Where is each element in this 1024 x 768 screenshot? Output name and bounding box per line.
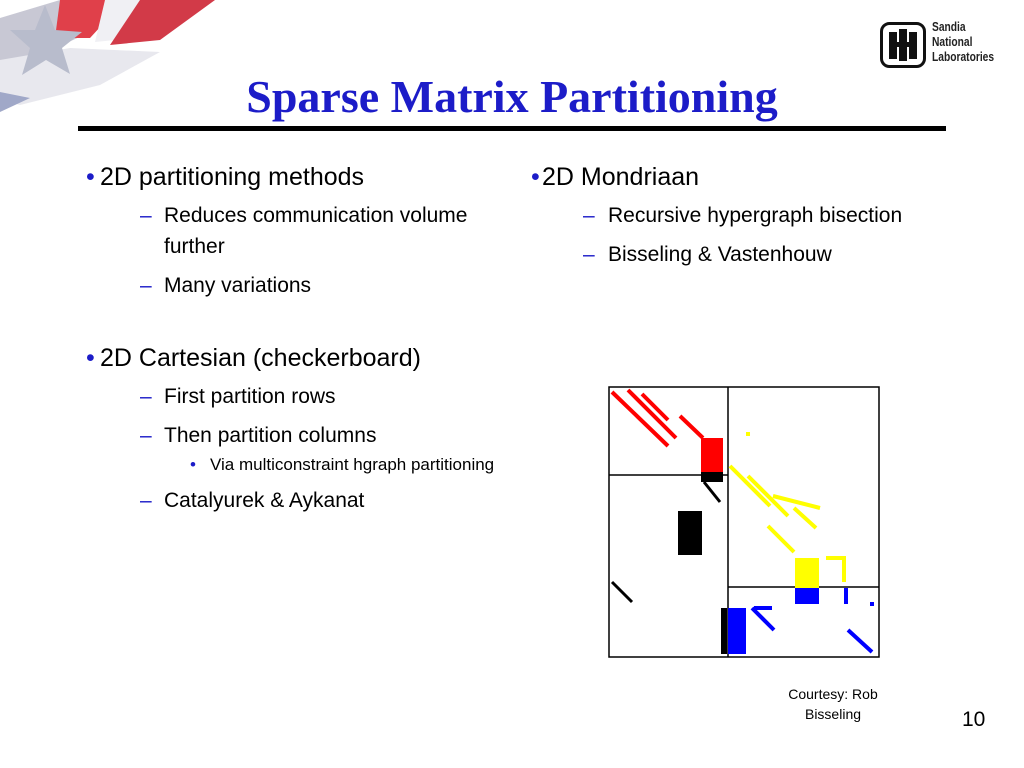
sandia-logo: [880, 18, 1010, 72]
subitem-then-partition-columns: [86, 420, 516, 451]
bullet-dot: •: [86, 163, 95, 191]
bullet-dot: •: [190, 455, 196, 474]
bullet-text: 2D Mondriaan: [542, 163, 700, 191]
bullet-dot: •: [86, 344, 95, 372]
subitem-text: Many variations: [164, 274, 312, 297]
bullet-dot: •: [531, 163, 540, 191]
bullet-2d-cartesian: [86, 341, 516, 375]
dash-marker: –: [140, 424, 152, 447]
subitem-first-partition-rows: [86, 381, 516, 412]
image-credit: Courtesy: Rob Bisseling: [788, 686, 878, 722]
subitem-reduces-communication: [86, 200, 516, 262]
subsubitem-multiconstraint: [86, 451, 516, 479]
subitem-bisseling-vastenhouw: [531, 239, 931, 270]
subitem-text: Recursive hypergraph bisection: [608, 204, 903, 227]
subitem-catalyurek-aykanat: [86, 485, 516, 516]
right-column: [531, 160, 931, 270]
subitem-text: Bisseling & Vastenhouw: [608, 243, 832, 266]
left-column: [86, 160, 516, 516]
logo-line-2: National: [932, 35, 973, 49]
subsubitem-text: Via multiconstraint hgraph partitioning: [210, 455, 495, 474]
logo-line-1: Sandia: [932, 20, 966, 34]
subitem-many-variations: [86, 270, 516, 301]
dash-marker: –: [140, 204, 152, 227]
bullet-text: 2D Cartesian (checkerboard): [100, 344, 421, 372]
subitem-text: Catalyurek & Aykanat: [164, 489, 365, 512]
subitem-recursive-hypergraph: [531, 200, 931, 231]
dash-marker: –: [140, 385, 152, 408]
page-number: 10: [962, 708, 986, 731]
bullet-2d-mondriaan: [531, 160, 931, 194]
mondriaan-matrix-figure: [608, 386, 880, 658]
title-underline: [78, 126, 946, 131]
dash-marker: –: [140, 489, 152, 512]
bullet-2d-partitioning: [86, 160, 516, 194]
slide-title: Sparse Matrix Partitioning: [246, 71, 778, 122]
subitem-text: Then partition columns: [164, 424, 377, 447]
logo-line-3: Laboratories: [932, 50, 995, 64]
subitem-text: Reduces communication volume further: [164, 204, 468, 258]
bullet-text: 2D partitioning methods: [100, 163, 365, 191]
dash-marker: –: [583, 204, 595, 227]
dash-marker: –: [140, 274, 152, 297]
subitem-text: First partition rows: [164, 385, 336, 408]
dash-marker: –: [583, 243, 595, 266]
sandia-thunderbird-icon: [880, 22, 926, 68]
sandia-logo-text: [932, 20, 994, 65]
